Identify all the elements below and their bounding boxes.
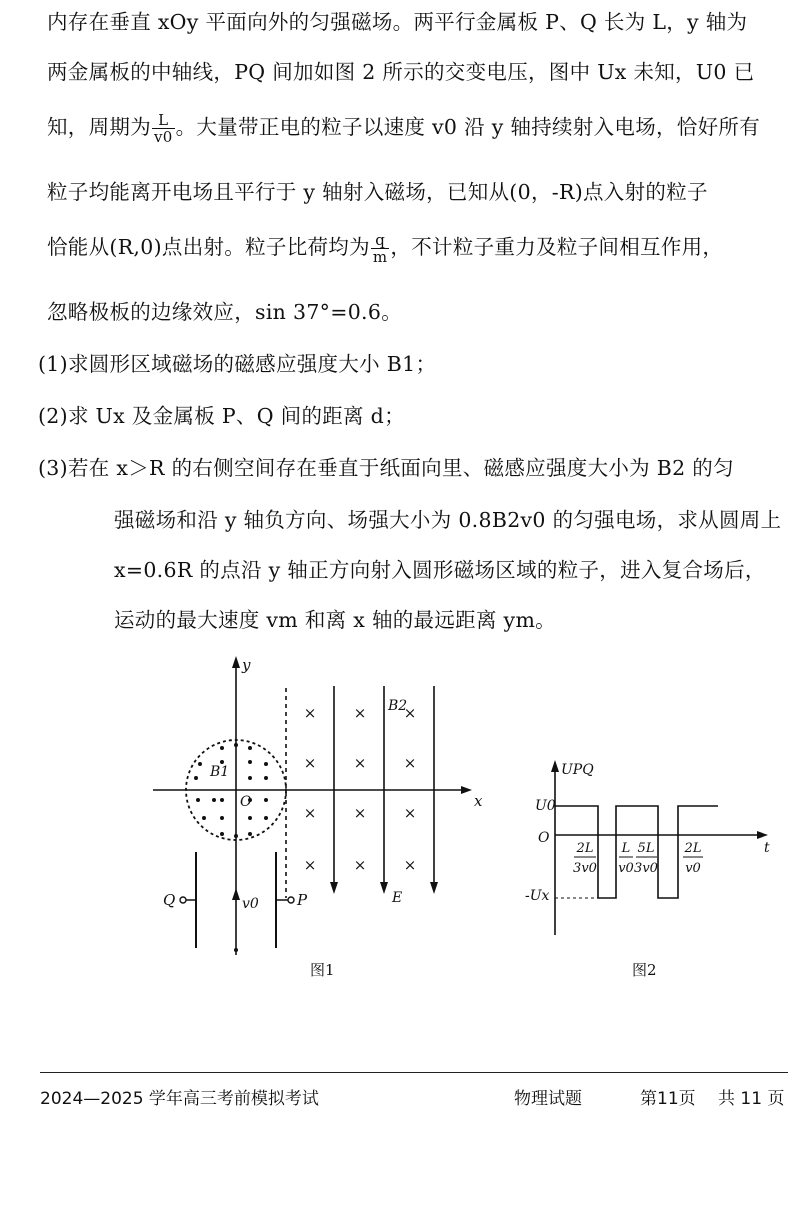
cross-mark: × <box>403 704 417 722</box>
period-num: L <box>152 112 175 129</box>
electric-field-lines <box>334 686 434 886</box>
para-line-5 <box>47 232 723 265</box>
tick-1-den: 3v0 <box>573 861 597 876</box>
tick-4-num: 2L <box>684 841 702 856</box>
para-line-4: 粒子均能离开电场且平行于 y 轴射入磁场，已知从(0，-R)点入射的粒子 <box>47 180 708 204</box>
cross-mark: × <box>353 804 367 822</box>
period-label: 知，周期为 <box>47 115 151 139</box>
footer-page: 第11页 <box>640 1089 696 1109</box>
u-axis-label: UPQ <box>561 762 594 778</box>
cross-mark: × <box>303 856 317 874</box>
question-3-line-2: 强磁场和沿 y 轴负方向、场强大小为 0.8B2v0 的匀强电场，求从圆周上 <box>114 508 782 532</box>
period-den: v0 <box>154 128 173 146</box>
b2-label: B2 <box>388 698 408 714</box>
zero-label: O <box>538 830 550 846</box>
cross-mark: × <box>403 804 417 822</box>
question-3-line-1: (3)若在 x＞R 的右侧空间存在垂直于纸面向里、磁感应强度大小为 B2 的匀 <box>38 456 734 480</box>
u0-label: U0 <box>535 798 556 814</box>
ratio-num: q <box>371 232 390 249</box>
ratio-den: m <box>372 248 388 266</box>
figure-2-caption: 图2 <box>632 961 657 979</box>
q-label: Q <box>163 891 176 909</box>
cross-mark: × <box>303 754 317 772</box>
para-line-3 <box>47 112 760 145</box>
cross-mark: × <box>353 856 367 874</box>
t-axis-label: t <box>764 840 770 856</box>
field-crosses <box>304 704 417 874</box>
figure-2 <box>520 650 790 990</box>
b1-label: B1 <box>210 764 230 780</box>
origin-label: O <box>240 794 252 810</box>
footer-exam: 2024—2025 学年高三考前模拟考试 <box>40 1089 319 1109</box>
footer-total: 共 11 页 <box>718 1089 785 1109</box>
figure-1 <box>140 650 500 990</box>
footer-rule <box>40 1072 788 1073</box>
cross-mark: × <box>403 856 417 874</box>
y-axis-label: y <box>242 656 251 674</box>
cross-mark: × <box>353 704 367 722</box>
e-label: E <box>392 890 403 906</box>
tick-3-num: 5L <box>637 841 655 856</box>
cross-mark: × <box>303 804 317 822</box>
para-line-2: 两金属板的中轴线，PQ 间加如图 2 所示的交变电压，图中 Ux 未知，U0 已 <box>47 60 755 84</box>
x-axis-label: x <box>474 792 483 810</box>
figure-1-caption: 图1 <box>310 961 335 979</box>
question-3-line-3: x=0.6R 的点沿 y 轴正方向射入圆形磁场区域的粒子，进入复合场后， <box>114 558 766 582</box>
tick-4-den: v0 <box>685 861 701 876</box>
para-line-1: 内存在垂直 xOy 平面向外的匀强磁场。两平行金属板 P、Q 长为 L，y 轴为 <box>47 10 748 34</box>
question-2: (2)求 Ux 及金属板 P、Q 间的距离 d； <box>38 404 405 428</box>
cross-mark: × <box>403 754 417 772</box>
tick-3-den: 3v0 <box>634 861 658 876</box>
para-line-5-rest: ，不计粒子重力及粒子间相互作用， <box>390 235 724 259</box>
para-line-3-rest: 。大量带正电的粒子以速度 v0 沿 y 轴持续射入电场，恰好所有 <box>175 115 760 139</box>
footer-subject: 物理试题 <box>514 1089 582 1109</box>
tick-2-num: L <box>621 841 631 856</box>
neg-ux-label: -Ux <box>525 888 550 904</box>
tick-2-den: v0 <box>618 861 634 876</box>
cross-mark: × <box>353 754 367 772</box>
ratio-label: 恰能从(R,0)点出射。粒子比荷均为 <box>47 235 370 259</box>
cross-mark: × <box>303 704 317 722</box>
question-1: (1)求圆形区域磁场的磁感应强度大小 B1； <box>38 352 437 376</box>
tick-1-num: 2L <box>576 841 594 856</box>
question-3-line-4: 运动的最大速度 vm 和离 x 轴的最远距离 ym。 <box>114 608 556 632</box>
v0-label: v0 <box>242 896 259 912</box>
para-line-6: 忽略极板的边缘效应，sin 37°=0.6。 <box>47 300 403 324</box>
period-fraction <box>152 112 175 145</box>
p-label: P <box>297 891 308 909</box>
ratio-fraction <box>371 232 390 265</box>
